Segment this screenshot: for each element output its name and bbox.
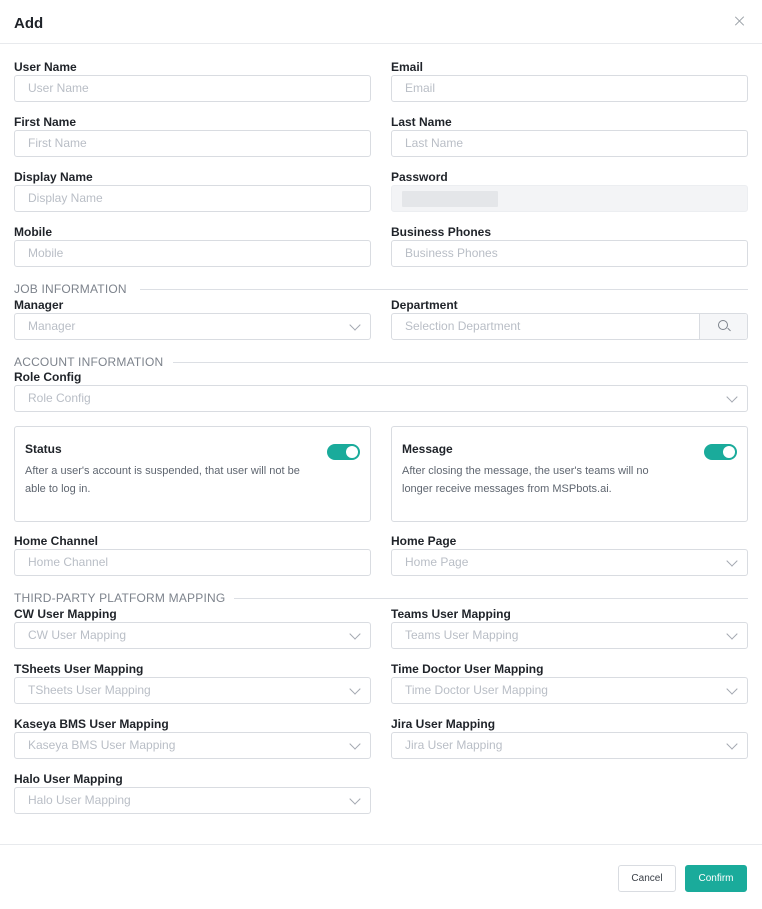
first-name-label: First Name (14, 115, 77, 129)
password-label: Password (391, 170, 448, 184)
chevron-down-icon (726, 555, 737, 566)
kaseya-mapping-select[interactable] (14, 732, 371, 759)
cancel-button[interactable]: Cancel (618, 865, 676, 892)
halo-mapping-select-value: Halo User Mapping (28, 793, 131, 807)
kaseya-mapping-label: Kaseya BMS User Mapping (14, 717, 169, 731)
job-information-section (14, 282, 748, 296)
password-input[interactable] (391, 185, 748, 212)
dialog-header (0, 0, 762, 44)
chevron-down-icon (349, 793, 360, 804)
time-doctor-mapping-select-value: Time Doctor User Mapping (405, 683, 548, 697)
department-label: Department (391, 298, 458, 312)
display-name-label: Display Name (14, 170, 93, 184)
chevron-down-icon (726, 683, 737, 694)
role-config-select-value: Role Config (28, 391, 91, 405)
time-doctor-mapping-label: Time Doctor User Mapping (391, 662, 544, 676)
jira-mapping-label: Jira User Mapping (391, 717, 496, 731)
time-doctor-mapping-select[interactable] (391, 677, 748, 704)
dialog-footer (0, 844, 762, 909)
halo-mapping-select[interactable] (14, 787, 371, 814)
section-divider (173, 362, 748, 363)
toggle-knob (346, 446, 358, 458)
platform-mapping-section (14, 591, 748, 605)
message-title: Message (402, 442, 453, 456)
confirm-button[interactable]: Confirm (685, 865, 747, 892)
search-icon (718, 320, 728, 330)
account-information-heading: ACCOUNT INFORMATION (14, 355, 164, 369)
account-information-section (14, 355, 748, 369)
home-channel-input[interactable]: Home Channel (14, 549, 371, 576)
department-search-button[interactable] (699, 314, 747, 339)
job-information-heading: JOB INFORMATION (14, 282, 127, 296)
teams-mapping-select[interactable] (391, 622, 748, 649)
user-name-label: User Name (14, 60, 77, 74)
cw-mapping-label: CW User Mapping (14, 607, 117, 621)
last-name-input[interactable]: Last Name (391, 130, 748, 157)
message-toggle[interactable] (704, 444, 737, 460)
mobile-input[interactable]: Mobile (14, 240, 371, 267)
manager-select-value: Manager (28, 319, 76, 333)
status-description: After a user's account is suspended, that user will not be able to log in. (25, 465, 300, 495)
status-card (14, 426, 371, 522)
chevron-down-icon (349, 683, 360, 694)
status-toggle[interactable] (327, 444, 360, 460)
last-name-label: Last Name (391, 115, 452, 129)
close-icon[interactable] (733, 14, 747, 28)
teams-mapping-label: Teams User Mapping (391, 607, 511, 621)
jira-mapping-select-value: Jira User Mapping (405, 738, 503, 752)
message-card (391, 426, 748, 522)
manager-select[interactable] (14, 313, 371, 340)
home-page-select[interactable] (391, 549, 748, 576)
password-mask (402, 191, 498, 207)
chevron-down-icon (349, 319, 360, 330)
chevron-down-icon (349, 628, 360, 639)
department-input-value: Selection Department (405, 319, 521, 333)
cw-mapping-select-value: CW User Mapping (28, 628, 127, 642)
user-name-input[interactable]: User Name (14, 75, 371, 102)
chevron-down-icon (349, 738, 360, 749)
platform-mapping-heading: THIRD-PARTY PLATFORM MAPPING (14, 591, 226, 605)
teams-mapping-select-value: Teams User Mapping (405, 628, 519, 642)
department-input[interactable] (391, 313, 748, 340)
first-name-input[interactable]: First Name (14, 130, 371, 157)
tsheets-mapping-label: TSheets User Mapping (14, 662, 144, 676)
cw-mapping-select[interactable] (14, 622, 371, 649)
email-input[interactable]: Email (391, 75, 748, 102)
message-description: After closing the message, the user's teams will no longer receive messages from MSPbots.ai. (402, 465, 649, 495)
business-phones-input[interactable]: Business Phones (391, 240, 748, 267)
toggle-knob (723, 446, 735, 458)
email-label: Email (391, 60, 424, 74)
section-divider (234, 598, 748, 599)
chevron-down-icon (726, 738, 737, 749)
business-phones-label: Business Phones (391, 225, 492, 239)
status-title: Status (25, 442, 62, 456)
role-config-select[interactable] (14, 385, 748, 412)
home-page-label: Home Page (391, 534, 457, 548)
halo-mapping-label: Halo User Mapping (14, 772, 123, 786)
chevron-down-icon (726, 391, 737, 402)
mobile-label: Mobile (14, 225, 52, 239)
tsheets-mapping-select[interactable] (14, 677, 371, 704)
home-page-select-value: Home Page (405, 555, 469, 569)
dialog-title: Add (14, 15, 44, 32)
role-config-label: Role Config (14, 370, 82, 384)
tsheets-mapping-select-value: TSheets User Mapping (28, 683, 151, 697)
home-channel-label: Home Channel (14, 534, 99, 548)
section-divider (140, 289, 748, 290)
jira-mapping-select[interactable] (391, 732, 748, 759)
manager-label: Manager (14, 298, 64, 312)
display-name-input[interactable]: Display Name (14, 185, 371, 212)
chevron-down-icon (726, 628, 737, 639)
kaseya-mapping-select-value: Kaseya BMS User Mapping (28, 738, 176, 752)
